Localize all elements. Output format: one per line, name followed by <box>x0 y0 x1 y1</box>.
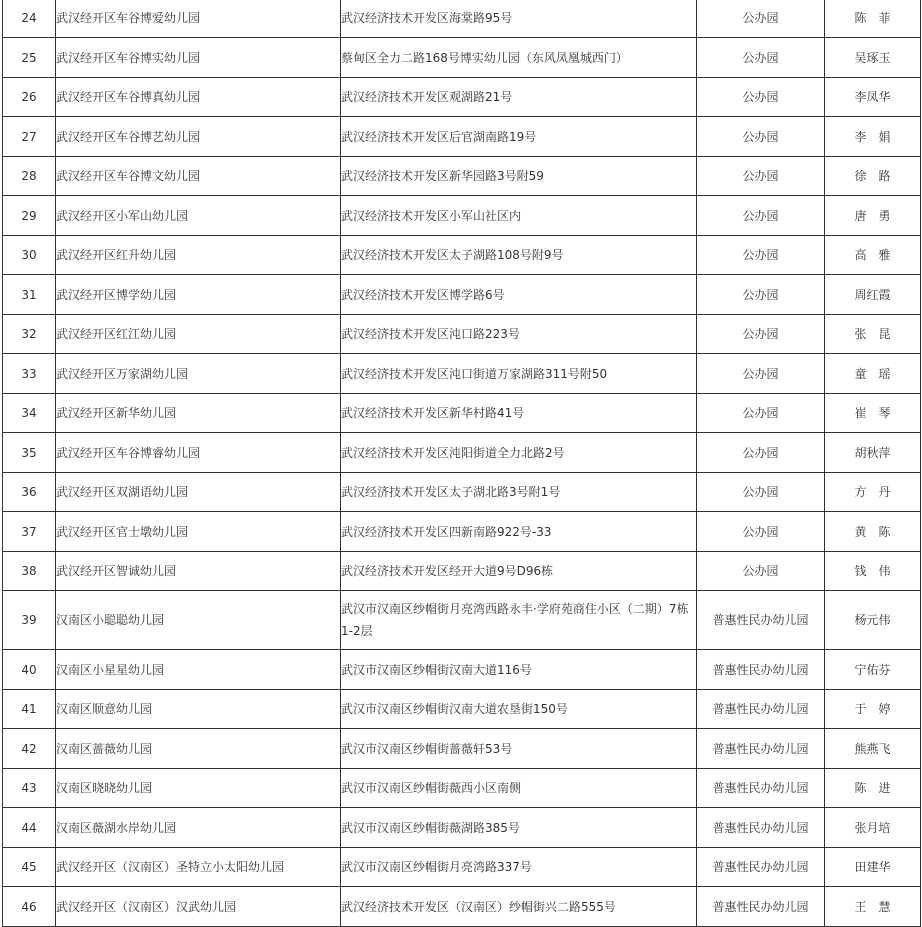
row-number-cell: 25 <box>3 38 56 78</box>
principal-cell: 吴琢玉 <box>825 38 921 78</box>
address-cell <box>341 117 697 157</box>
row-number-cell: 43 <box>3 769 56 808</box>
kindergarten-name-cell: 武汉经开区博学幼儿园 <box>56 275 341 315</box>
table-row <box>3 157 921 196</box>
kindergarten-name-cell: 武汉经开区车谷博爱幼儿园 <box>56 0 341 38</box>
address-text: 武汉经济技术开发区沌口街道万家湖路311号附50 <box>341 366 608 381</box>
table-row <box>3 887 921 927</box>
row-number-cell: 37 <box>3 512 56 552</box>
kindergarten-name-cell: 汉南区薇湖水岸幼儿园 <box>56 808 341 848</box>
kindergarten-name-cell: 武汉经开区万家湖幼儿园 <box>56 354 341 394</box>
type-cell: 公办园 <box>697 433 825 473</box>
table-row <box>3 848 921 887</box>
address-text: 武汉经济技术开发区（汉南区）纱帽街兴二路555号 <box>341 899 616 914</box>
principal-cell: 宁佑芬 <box>825 650 921 690</box>
table-row <box>3 0 921 38</box>
table-row <box>3 354 921 394</box>
type-cell: 公办园 <box>697 236 825 275</box>
type-cell: 公办园 <box>697 473 825 512</box>
address-text: 蔡甸区全力二路168号博实幼儿园（东风凤凰城西门） <box>341 50 628 65</box>
address-text: 武汉市汉南区纱帽街蔷薇轩53号 <box>341 741 513 756</box>
row-number-cell: 39 <box>3 591 56 650</box>
address-cell <box>341 848 697 887</box>
principal-cell: 陈进 <box>825 769 921 808</box>
type-cell: 公办园 <box>697 0 825 38</box>
address-text: 武汉市汉南区纱帽街薇湖路385号 <box>341 820 520 835</box>
table-row <box>3 315 921 354</box>
row-number-cell: 36 <box>3 473 56 512</box>
address-cell <box>341 552 697 591</box>
address-text: 武汉经济技术开发区观湖路21号 <box>341 90 513 104</box>
principal-cell: 于婷 <box>825 690 921 729</box>
address-cell <box>341 78 697 117</box>
address-cell <box>341 315 697 354</box>
kindergarten-name-cell: 汉南区晓晓幼儿园 <box>56 769 341 808</box>
principal-cell: 徐路 <box>825 157 921 196</box>
type-cell: 公办园 <box>697 315 825 354</box>
address-text: 武汉市汉南区纱帽街薇西小区南侧 <box>341 781 522 795</box>
address-cell <box>341 887 697 927</box>
row-number-cell: 33 <box>3 354 56 394</box>
table-row <box>3 78 921 117</box>
address-cell <box>341 394 697 433</box>
address-cell <box>341 729 697 769</box>
address-cell <box>341 512 697 552</box>
principal-cell: 张昆 <box>825 315 921 354</box>
kindergarten-name-cell: 武汉经开区车谷博实幼儿园 <box>56 38 341 78</box>
type-cell: 普惠性民办幼儿园 <box>697 729 825 769</box>
type-cell: 公办园 <box>697 552 825 591</box>
kindergarten-name-cell: 汉南区顺意幼儿园 <box>56 690 341 729</box>
type-cell: 普惠性民办幼儿园 <box>697 848 825 887</box>
principal-cell: 胡秋萍 <box>825 433 921 473</box>
type-cell: 普惠性民办幼儿园 <box>697 650 825 690</box>
kindergarten-name-cell: 武汉经开区红江幼儿园 <box>56 315 341 354</box>
kindergarten-name-cell: 武汉经开区（汉南区）汉武幼儿园 <box>56 887 341 927</box>
row-number-cell: 38 <box>3 552 56 591</box>
address-cell <box>341 473 697 512</box>
type-cell: 公办园 <box>697 78 825 117</box>
table-row <box>3 729 921 769</box>
address-text: 武汉市汉南区纱帽街月亮湾路337号 <box>341 860 532 874</box>
table-row <box>3 38 921 78</box>
row-number-cell: 28 <box>3 157 56 196</box>
type-cell: 普惠性民办幼儿园 <box>697 591 825 650</box>
address-text: 武汉经济技术开发区沌阳街道全力北路2号 <box>341 445 565 460</box>
kindergarten-table <box>2 0 921 927</box>
table-row <box>3 117 921 157</box>
principal-cell: 钱伟 <box>825 552 921 591</box>
table-row <box>3 236 921 275</box>
type-cell: 公办园 <box>697 117 825 157</box>
row-number-cell: 32 <box>3 315 56 354</box>
kindergarten-name-cell: 武汉经开区智诚幼儿园 <box>56 552 341 591</box>
principal-cell: 李娟 <box>825 117 921 157</box>
row-number-cell: 44 <box>3 808 56 848</box>
row-number-cell: 40 <box>3 650 56 690</box>
table-row <box>3 808 921 848</box>
principal-cell: 陈菲 <box>825 0 921 38</box>
row-number-cell: 27 <box>3 117 56 157</box>
address-text: 武汉经济技术开发区沌口路223号 <box>341 327 520 341</box>
address-text: 武汉市汉南区纱帽街月亮湾西路永丰·学府苑商住小区（二期）7栋1-2层 <box>341 602 689 638</box>
type-cell: 公办园 <box>697 38 825 78</box>
table-row <box>3 552 921 591</box>
table-row <box>3 275 921 315</box>
kindergarten-name-cell: 汉南区小聪聪幼儿园 <box>56 591 341 650</box>
table-row <box>3 433 921 473</box>
type-cell: 普惠性民办幼儿园 <box>697 887 825 927</box>
principal-cell: 田建华 <box>825 848 921 887</box>
row-number-cell: 31 <box>3 275 56 315</box>
type-cell: 公办园 <box>697 394 825 433</box>
kindergarten-name-cell: 武汉经开区车谷博真幼儿园 <box>56 78 341 117</box>
address-text: 武汉市汉南区纱帽街汉南大道116号 <box>341 662 532 677</box>
principal-cell: 方丹 <box>825 473 921 512</box>
address-text: 武汉经济技术开发区后官湖南路19号 <box>341 129 537 144</box>
address-text: 武汉经济技术开发区小军山社区内 <box>341 208 522 223</box>
table-row <box>3 591 921 650</box>
principal-cell: 王慧 <box>825 887 921 927</box>
table-row <box>3 512 921 552</box>
type-cell: 公办园 <box>697 196 825 236</box>
type-cell: 公办园 <box>697 512 825 552</box>
address-text: 武汉经济技术开发区经开大道9号D96栋 <box>341 564 554 578</box>
address-cell <box>341 591 697 650</box>
address-cell <box>341 650 697 690</box>
kindergarten-name-cell: 武汉经开区官士墩幼儿园 <box>56 512 341 552</box>
principal-cell: 高雅 <box>825 236 921 275</box>
table-row <box>3 473 921 512</box>
row-number-cell: 46 <box>3 887 56 927</box>
row-number-cell: 35 <box>3 433 56 473</box>
address-cell <box>341 0 697 38</box>
kindergarten-name-cell: 汉南区蔷薇幼儿园 <box>56 729 341 769</box>
row-number-cell: 34 <box>3 394 56 433</box>
row-number-cell: 29 <box>3 196 56 236</box>
address-text: 武汉市汉南区纱帽街汉南大道农垦街150号 <box>341 702 568 716</box>
address-cell <box>341 38 697 78</box>
address-text: 武汉经济技术开发区四新南路922号-33 <box>341 524 552 539</box>
row-number-cell: 30 <box>3 236 56 275</box>
kindergarten-name-cell: 武汉经开区小军山幼儿园 <box>56 196 341 236</box>
principal-cell: 张月培 <box>825 808 921 848</box>
address-cell <box>341 275 697 315</box>
principal-cell: 童瑶 <box>825 354 921 394</box>
address-text: 武汉经济技术开发区太子湖路108号附9号 <box>341 248 564 262</box>
principal-cell: 周红霞 <box>825 275 921 315</box>
row-number-cell: 41 <box>3 690 56 729</box>
kindergarten-name-cell: 武汉经开区车谷博艺幼儿园 <box>56 117 341 157</box>
address-text: 武汉经济技术开发区太子湖北路3号附1号 <box>341 485 561 499</box>
address-cell <box>341 769 697 808</box>
row-number-cell: 45 <box>3 848 56 887</box>
type-cell: 公办园 <box>697 354 825 394</box>
kindergarten-name-cell: 武汉经开区红升幼儿园 <box>56 236 341 275</box>
address-cell <box>341 157 697 196</box>
address-cell <box>341 354 697 394</box>
address-cell <box>341 690 697 729</box>
address-cell <box>341 433 697 473</box>
kindergarten-name-cell: 汉南区小星星幼儿园 <box>56 650 341 690</box>
type-cell: 普惠性民办幼儿园 <box>697 690 825 729</box>
table-row <box>3 196 921 236</box>
type-cell: 公办园 <box>697 157 825 196</box>
kindergarten-name-cell: 武汉经开区（汉南区）圣特立小太阳幼儿园 <box>56 848 341 887</box>
principal-cell: 李凤华 <box>825 78 921 117</box>
table-row <box>3 769 921 808</box>
address-cell <box>341 236 697 275</box>
type-cell: 普惠性民办幼儿园 <box>697 769 825 808</box>
type-cell: 公办园 <box>697 275 825 315</box>
row-number-cell: 24 <box>3 0 56 38</box>
row-number-cell: 26 <box>3 78 56 117</box>
address-cell <box>341 196 697 236</box>
principal-cell: 唐勇 <box>825 196 921 236</box>
kindergarten-name-cell: 武汉经开区新华幼儿园 <box>56 394 341 433</box>
principal-cell: 杨元伟 <box>825 591 921 650</box>
address-text: 武汉经济技术开发区博学路6号 <box>341 287 505 302</box>
table-row <box>3 650 921 690</box>
principal-cell: 熊燕飞 <box>825 729 921 769</box>
table-body <box>3 0 921 927</box>
type-cell: 普惠性民办幼儿园 <box>697 808 825 848</box>
principal-cell: 崔琴 <box>825 394 921 433</box>
address-text: 武汉经济技术开发区新华村路41号 <box>341 406 525 420</box>
table-row <box>3 394 921 433</box>
kindergarten-name-cell: 武汉经开区车谷博文幼儿园 <box>56 157 341 196</box>
principal-cell: 黄陈 <box>825 512 921 552</box>
table-row <box>3 690 921 729</box>
address-text: 武汉经济技术开发区海棠路95号 <box>341 11 513 25</box>
kindergarten-name-cell: 武汉经开区车谷博睿幼儿园 <box>56 433 341 473</box>
address-text: 武汉经济技术开发区新华园路3号附59 <box>341 169 544 183</box>
row-number-cell: 42 <box>3 729 56 769</box>
address-cell <box>341 808 697 848</box>
kindergarten-name-cell: 武汉经开区双湖语幼儿园 <box>56 473 341 512</box>
